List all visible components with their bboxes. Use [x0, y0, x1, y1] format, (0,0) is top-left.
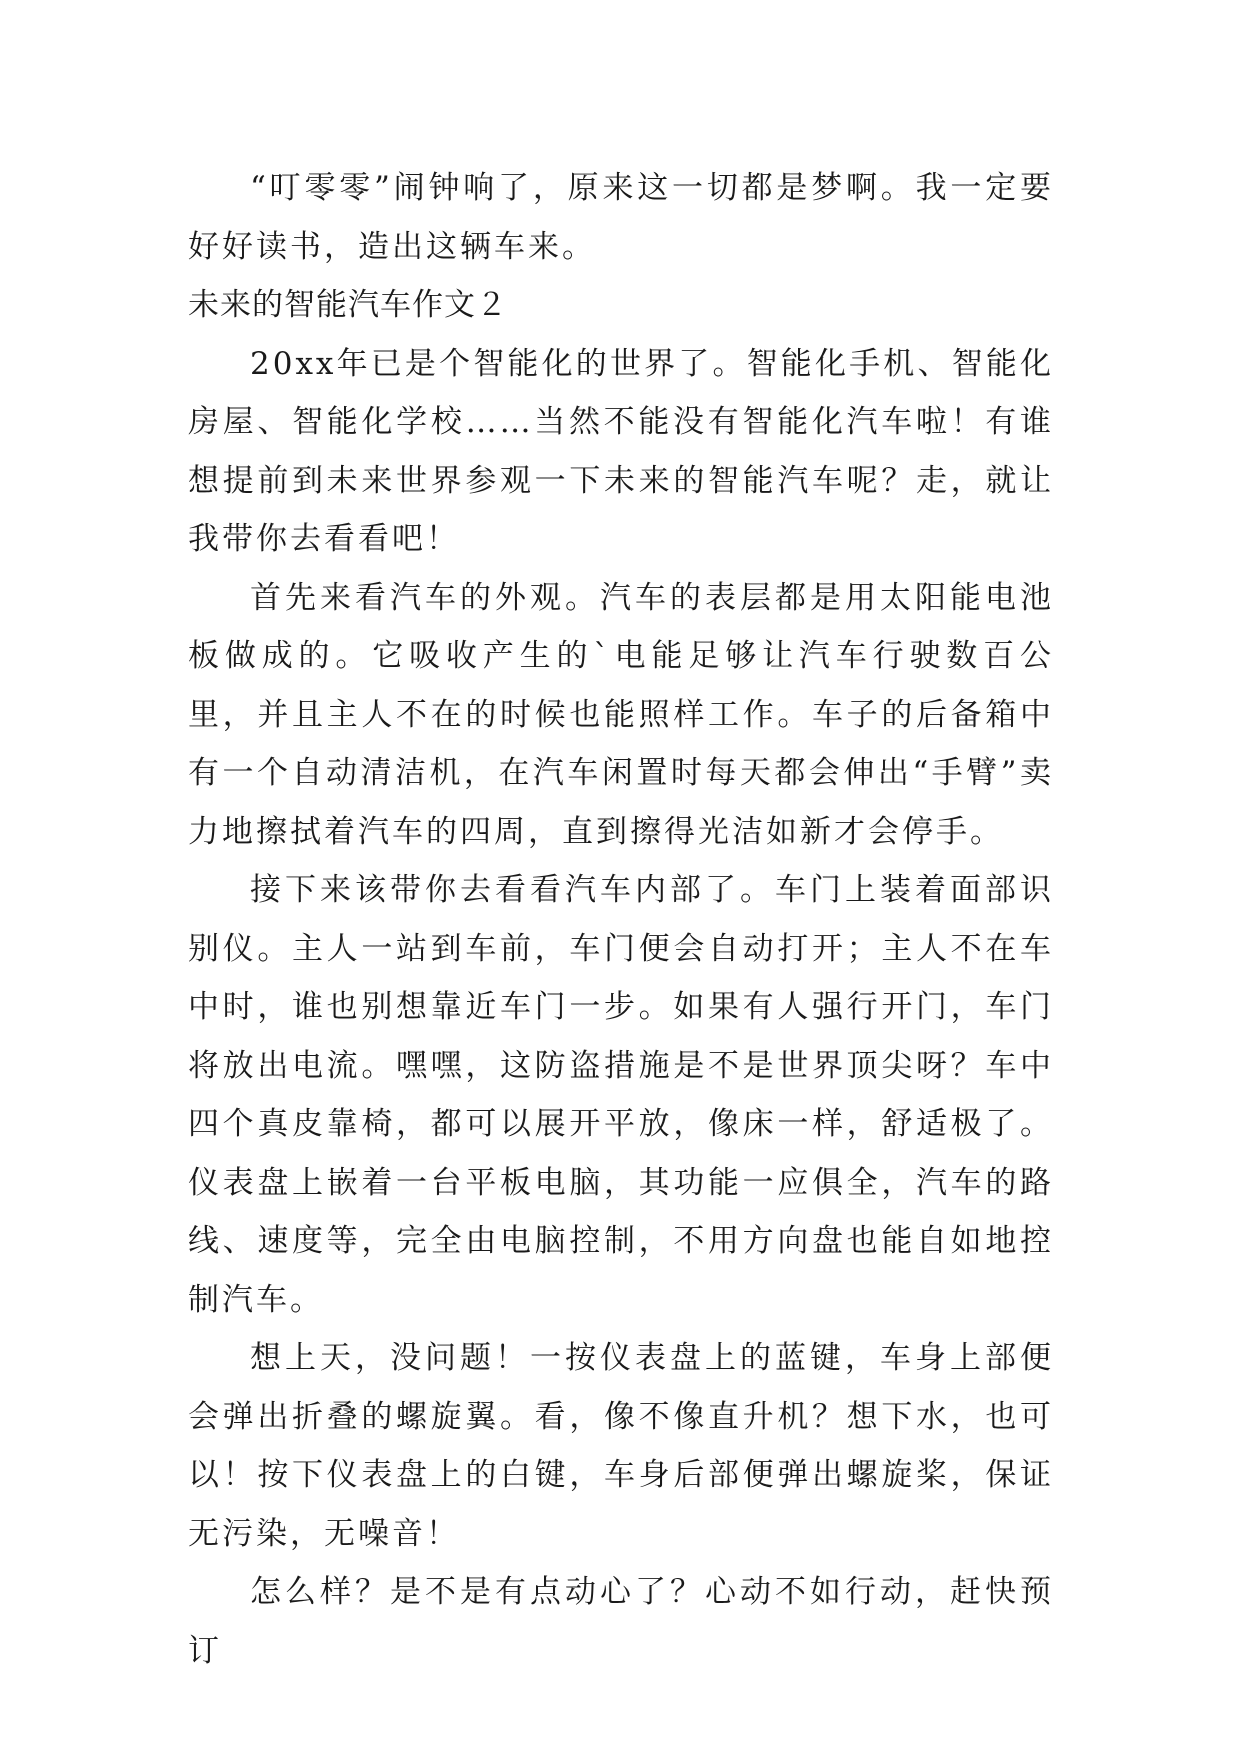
paragraph-functions: 想上天，没问题！一按仪表盘上的蓝键，车身上部便会弹出折叠的螺旋翼。看，像不像直升机？想下水，也可以！按下仪表盘上的白键，车身后部便弹出螺旋桨，保证无污染，无噪音！: [188, 1340, 1054, 1552]
paragraph-closing-previous: “叮零零”闹钟响了，原来这一切都是梦啊。我一定要好好读书，造出这辆车来。: [188, 170, 1054, 265]
essay-heading: 未来的智能汽车作文２: [188, 287, 508, 323]
document-body: [188, 159, 1054, 1680]
paragraph-conclusion: 怎么样？是不是有点动心了？心动不如行动，赶快预订: [188, 1574, 1054, 1669]
paragraph-exterior: 首先来看汽车的外观。汽车的表层都是用太阳能电池板做成的。它吸收产生的`电能足够让汽车行驶数百公里，并且主人不在的时候也能照样工作。车子的后备箱中有一个自动清洁机，在汽车闲置时每天都会伸出“手臂”卖力地擦拭着汽车的四周，直到擦得光洁如新才会停手。: [188, 579, 1054, 850]
paragraph-interior: 接下来该带你去看看汽车内部了。车门上装着面部识别仪。主人一站到车前，车门便会自动打开；主人不在车中时，谁也别想靠近车门一步。如果有人强行开门，车门将放出电流。嘿嘿，这防盗措施是不是世界顶尖呀？车中四个真皮靠椅，都可以展开平放，像床一样，舒适极了。仪表盘上嵌着一台平板电脑，其功能一应俱全，汽车的路线、速度等，完全由电脑控制，不用方向盘也能自如地控制汽车。: [188, 872, 1054, 1318]
paragraph-intro: 20xx年已是个智能化的世界了。智能化手机、智能化房屋、智能化学校……当然不能没有智能化汽车啦！有谁想提前到未来世界参观一下未来的智能汽车呢？走，就让我带你去看看吧！: [188, 345, 1054, 557]
